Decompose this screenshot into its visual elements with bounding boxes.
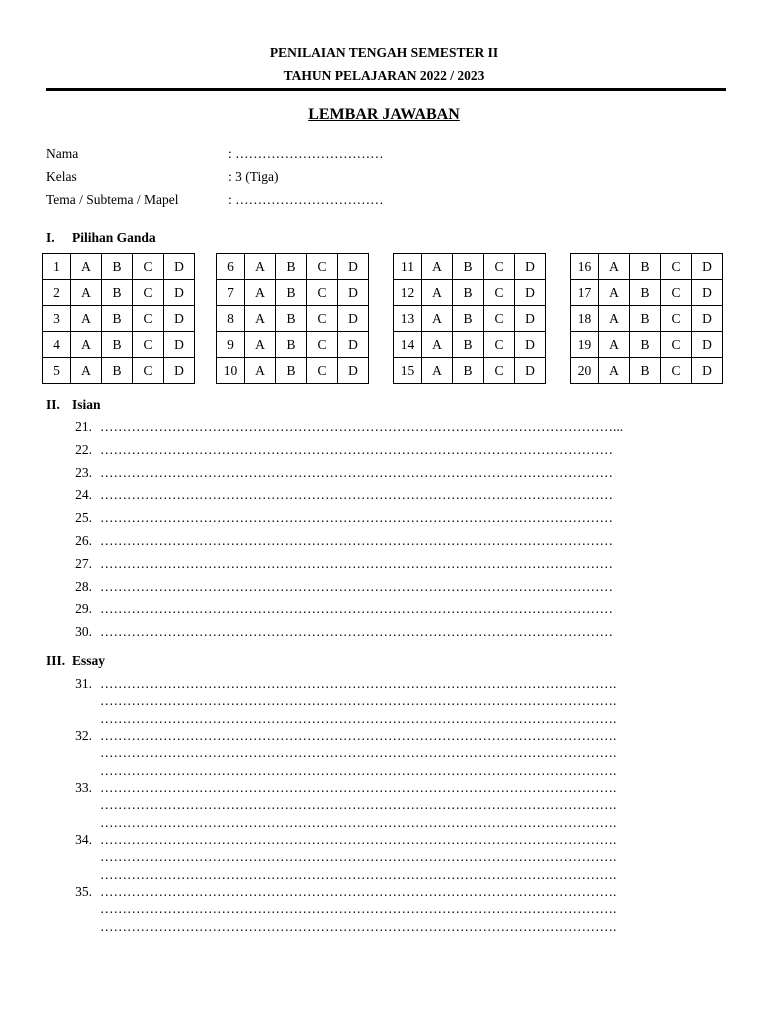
option-a[interactable]: A [71, 280, 102, 306]
option-c[interactable]: C [484, 332, 515, 358]
option-d[interactable]: D [338, 332, 369, 358]
option-a[interactable]: A [599, 254, 630, 280]
option-b[interactable]: B [630, 306, 661, 332]
option-b[interactable]: B [453, 254, 484, 280]
mc-row [571, 306, 723, 332]
option-c[interactable]: C [484, 254, 515, 280]
mc-row [394, 332, 546, 358]
mc-row [394, 280, 546, 306]
option-b[interactable]: B [102, 358, 133, 384]
mc-row [217, 254, 369, 280]
option-b[interactable]: B [276, 254, 307, 280]
section-3-roman: III. [46, 653, 66, 668]
question-number: 8 [217, 306, 245, 332]
question-number: 18 [571, 306, 599, 332]
sheet-title: LEMBAR JAWABAN [308, 106, 460, 123]
essay-answer-line[interactable]: ……………………………………………………………………………………………………. [100, 832, 617, 847]
option-b[interactable]: B [630, 254, 661, 280]
item-number: 28. [75, 578, 92, 594]
option-a[interactable]: A [245, 332, 276, 358]
option-c[interactable]: C [661, 280, 692, 306]
mc-row [217, 306, 369, 332]
item-number: 24. [75, 487, 92, 503]
essay-number: 34. [75, 832, 92, 847]
option-c[interactable]: C [307, 358, 338, 384]
section-1-title: Pilihan Ganda [72, 230, 156, 245]
option-d[interactable]: D [692, 332, 723, 358]
option-b[interactable]: B [102, 306, 133, 332]
option-c[interactable]: C [307, 306, 338, 332]
item-number: 26. [75, 533, 92, 548]
question-number: 7 [217, 280, 245, 306]
answer-line[interactable]: …………………………………………………………………………………………………… [100, 555, 613, 571]
option-b[interactable]: B [102, 332, 133, 358]
exam-title: PENILAIAN TENGAH SEMESTER II [269, 45, 499, 60]
mc-table-1 [42, 253, 195, 384]
option-b[interactable]: B [453, 358, 484, 384]
option-d[interactable]: D [164, 280, 195, 306]
option-a[interactable]: A [245, 358, 276, 384]
question-number: 2 [43, 280, 71, 306]
option-a[interactable]: A [422, 332, 453, 358]
mc-row [43, 306, 195, 332]
answer-line[interactable]: …………………………………………………………………………………………………… [100, 601, 613, 617]
option-c[interactable]: C [661, 358, 692, 384]
answer-line[interactable]: ……………………………………………………………………………………………………... [100, 419, 624, 434]
class-label: Kelas [46, 169, 77, 184]
answer-line[interactable]: …………………………………………………………………………………………………… [100, 441, 613, 457]
mc-row [394, 254, 546, 280]
mc-row [571, 254, 723, 280]
option-c[interactable]: C [133, 280, 164, 306]
mc-table-3 [393, 253, 546, 384]
option-a[interactable]: A [71, 306, 102, 332]
essay-number: 35. [75, 884, 92, 899]
name-field[interactable]: : …………………………… [228, 146, 384, 161]
mc-table-2 [216, 253, 369, 384]
essay-answer-line[interactable]: ……………………………………………………………………………………………………. [100, 901, 617, 917]
class-value: : 3 (Tiga) [228, 169, 279, 184]
option-b[interactable]: B [102, 280, 133, 306]
question-number: 12 [394, 280, 422, 306]
essay-answer-line[interactable]: ……………………………………………………………………………………………………. [100, 849, 617, 865]
mc-row [43, 358, 195, 384]
option-d[interactable]: D [338, 358, 369, 384]
mc-table-4 [570, 253, 723, 384]
option-d[interactable]: D [338, 254, 369, 280]
question-number: 13 [394, 306, 422, 332]
option-c[interactable]: C [661, 306, 692, 332]
mc-row [217, 280, 369, 306]
question-number: 9 [217, 332, 245, 358]
question-number: 10 [217, 358, 245, 384]
option-d[interactable]: D [515, 280, 546, 306]
essay-answer-line[interactable]: ……………………………………………………………………………………………………. [100, 797, 617, 813]
answer-line[interactable]: …………………………………………………………………………………………………… [100, 510, 613, 526]
option-a[interactable]: A [245, 306, 276, 332]
option-d[interactable]: D [164, 358, 195, 384]
option-b[interactable]: B [276, 332, 307, 358]
question-number: 3 [43, 306, 71, 332]
option-a[interactable]: A [422, 306, 453, 332]
mc-row [394, 306, 546, 332]
question-number: 1 [43, 254, 71, 280]
academic-year: TAHUN PELAJARAN 2022 / 2023 [283, 68, 485, 83]
option-a[interactable]: A [422, 254, 453, 280]
option-c[interactable]: C [133, 332, 164, 358]
option-a[interactable]: A [245, 254, 276, 280]
option-b[interactable]: B [630, 358, 661, 384]
option-a[interactable]: A [599, 332, 630, 358]
option-a[interactable]: A [71, 332, 102, 358]
option-d[interactable]: D [338, 280, 369, 306]
option-d[interactable]: D [692, 280, 723, 306]
section-1-roman: I. [46, 230, 55, 245]
option-d[interactable]: D [515, 306, 546, 332]
essay-answer-line[interactable]: ……………………………………………………………………………………………………. [100, 762, 617, 778]
mc-row [571, 280, 723, 306]
option-a[interactable]: A [422, 280, 453, 306]
option-c[interactable]: C [307, 280, 338, 306]
option-d[interactable]: D [515, 358, 546, 384]
option-d[interactable]: D [164, 306, 195, 332]
option-a[interactable]: A [422, 358, 453, 384]
option-d[interactable]: D [692, 306, 723, 332]
option-a[interactable]: A [245, 280, 276, 306]
option-b[interactable]: B [276, 358, 307, 384]
question-number: 16 [571, 254, 599, 280]
option-b[interactable]: B [630, 280, 661, 306]
option-b[interactable]: B [453, 306, 484, 332]
option-c[interactable]: C [484, 306, 515, 332]
option-a[interactable]: A [71, 358, 102, 384]
essay-answer-line[interactable]: ……………………………………………………………………………………………………. [100, 814, 617, 830]
item-number: 21. [75, 419, 92, 434]
answer-line[interactable]: …………………………………………………………………………………………………… [100, 464, 613, 480]
essay-number: 32. [75, 728, 92, 743]
item-number: 29. [75, 601, 92, 617]
section-2-title: Isian [72, 397, 101, 412]
question-number: 20 [571, 358, 599, 384]
header-rule [46, 88, 726, 91]
option-a[interactable]: A [599, 306, 630, 332]
option-d[interactable]: D [164, 254, 195, 280]
option-d[interactable]: D [692, 358, 723, 384]
question-number: 4 [43, 332, 71, 358]
essay-answer-line[interactable]: ……………………………………………………………………………………………………. [100, 884, 617, 899]
essay-answer-line[interactable]: ……………………………………………………………………………………………………. [100, 676, 617, 691]
option-c[interactable]: C [661, 254, 692, 280]
option-a[interactable]: A [71, 254, 102, 280]
section-2-roman: II. [46, 397, 60, 412]
option-c[interactable]: C [307, 332, 338, 358]
section-3-title: Essay [72, 653, 106, 668]
mc-row [43, 332, 195, 358]
essay-answer-line[interactable]: ……………………………………………………………………………………………………. [100, 693, 617, 709]
option-a[interactable]: A [599, 358, 630, 384]
option-c[interactable]: C [661, 332, 692, 358]
mc-row [217, 332, 369, 358]
option-d[interactable]: D [515, 332, 546, 358]
option-b[interactable]: B [276, 306, 307, 332]
essay-answer-line[interactable]: ……………………………………………………………………………………………………. [100, 780, 617, 795]
option-d[interactable]: D [515, 254, 546, 280]
essay-answer-line[interactable]: ……………………………………………………………………………………………………. [100, 745, 617, 761]
question-number: 14 [394, 332, 422, 358]
answer-line[interactable]: …………………………………………………………………………………………………… [100, 624, 613, 640]
essay-number: 31. [75, 676, 92, 691]
option-c[interactable]: C [484, 358, 515, 384]
option-c[interactable]: C [133, 358, 164, 384]
option-c[interactable]: C [133, 306, 164, 332]
essay-number: 33. [75, 780, 92, 795]
item-number: 22. [75, 441, 92, 457]
option-b[interactable]: B [453, 280, 484, 306]
option-c[interactable]: C [133, 254, 164, 280]
option-a[interactable]: A [599, 280, 630, 306]
answer-line[interactable]: …………………………………………………………………………………………………… [100, 578, 613, 594]
option-b[interactable]: B [102, 254, 133, 280]
name-label: Nama [46, 146, 79, 161]
mc-row [43, 280, 195, 306]
item-number: 30. [75, 624, 92, 640]
essay-answer-line[interactable]: ……………………………………………………………………………………………………. [100, 728, 617, 743]
option-b[interactable]: B [630, 332, 661, 358]
option-d[interactable]: D [164, 332, 195, 358]
question-number: 6 [217, 254, 245, 280]
essay-answer-line[interactable]: ……………………………………………………………………………………………………. [100, 918, 617, 934]
question-number: 17 [571, 280, 599, 306]
option-b[interactable]: B [453, 332, 484, 358]
item-number: 27. [75, 555, 92, 571]
theme-field[interactable]: : …………………………… [228, 192, 384, 207]
mc-row [571, 358, 723, 384]
answer-line[interactable]: …………………………………………………………………………………………………… [100, 533, 613, 548]
option-c[interactable]: C [484, 280, 515, 306]
mc-row [43, 254, 195, 280]
question-number: 5 [43, 358, 71, 384]
question-number: 11 [394, 254, 422, 280]
mc-row [217, 358, 369, 384]
option-d[interactable]: D [692, 254, 723, 280]
mc-row [571, 332, 723, 358]
option-d[interactable]: D [338, 306, 369, 332]
item-number: 25. [75, 510, 92, 526]
theme-label: Tema / Subtema / Mapel [46, 192, 179, 207]
option-c[interactable]: C [307, 254, 338, 280]
mc-row [394, 358, 546, 384]
essay-answer-line[interactable]: ……………………………………………………………………………………………………. [100, 866, 617, 882]
essay-answer-line[interactable]: ……………………………………………………………………………………………………. [100, 710, 617, 726]
option-b[interactable]: B [276, 280, 307, 306]
answer-line[interactable]: …………………………………………………………………………………………………… [100, 487, 613, 503]
item-number: 23. [75, 464, 92, 480]
question-number: 15 [394, 358, 422, 384]
question-number: 19 [571, 332, 599, 358]
